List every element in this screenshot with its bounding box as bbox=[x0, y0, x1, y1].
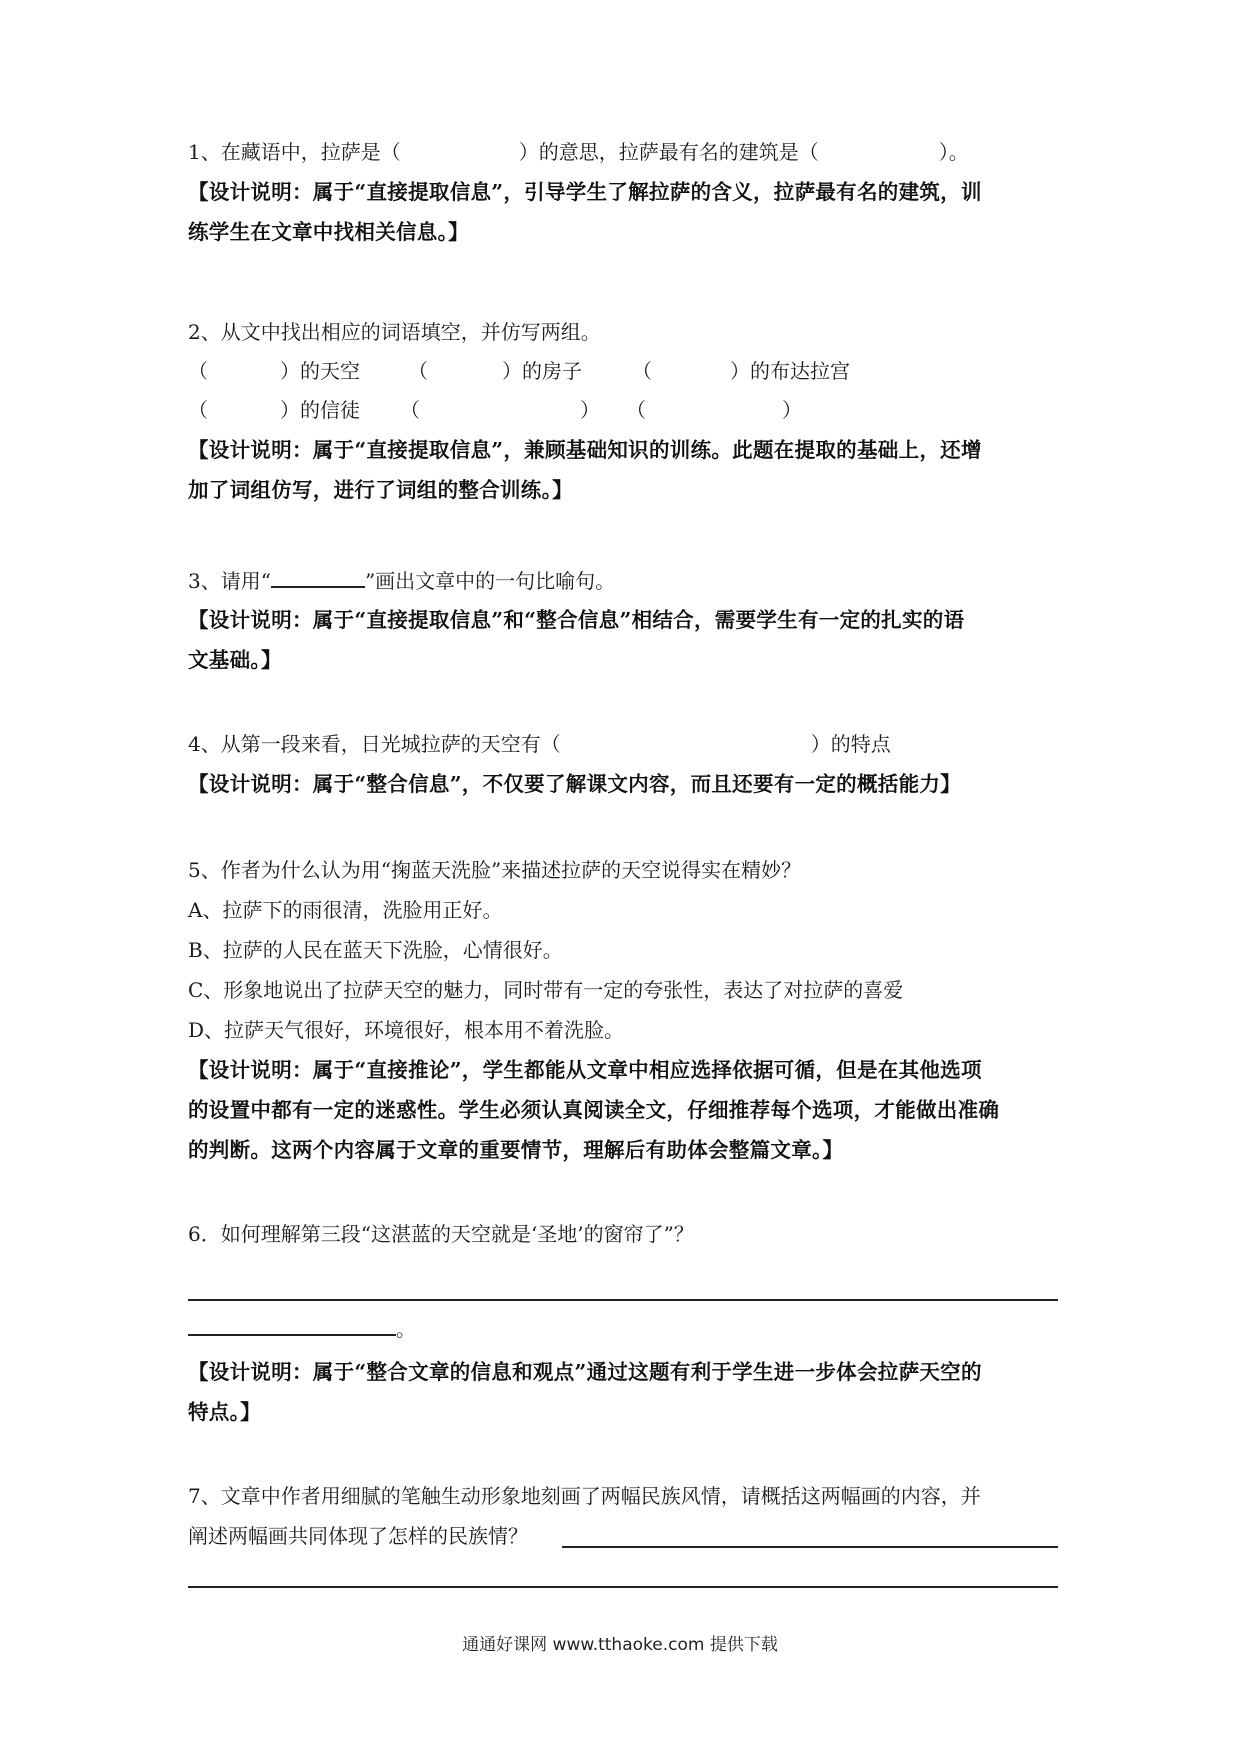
q5-design-note-line-1: 【设计说明：属于“直接推论”，学生都能从文章中相应选择依据可循，但是在其他选项 bbox=[188, 1058, 982, 1082]
q6-design-note-line-2: 特点。】 bbox=[188, 1400, 261, 1424]
q2-r2-close-3: ） bbox=[782, 398, 802, 422]
question-3 bbox=[188, 566, 615, 595]
question-7-prompt-line-1: 7、文章中作者用细腻的笔触生动形象地刻画了两幅民族风情，请概括这两幅画的内容，并 bbox=[188, 1484, 981, 1508]
q6-design-note-line-1: 【设计说明：属于“整合文章的信息和观点”通过这题有利于学生进一步体会拉萨天空的 bbox=[188, 1360, 982, 1384]
q1-design-note-line-1: 【设计说明：属于“直接提取信息”，引导学生了解拉萨的含义，拉萨最有名的建筑，训 bbox=[188, 180, 982, 204]
q6-answer-line-2[interactable] bbox=[188, 1314, 396, 1336]
q2-design-note-line-2: 加了词组仿写，进行了词组的整合训练。】 bbox=[188, 478, 573, 502]
q6-answer-line-1[interactable] bbox=[188, 1299, 1058, 1301]
question-5-prompt: 5、作者为什么认为用“掬蓝天洗脸”来描述拉萨的天空说得实在精妙？ bbox=[188, 858, 802, 882]
q3-text-b: ”画出文章中的一句比喻句。 bbox=[364, 569, 616, 593]
q1-design-note-line-2: 练学生在文章中找相关信息。】 bbox=[188, 220, 469, 244]
q5-option-b[interactable]: B、拉萨的人民在蓝天下洗脸，心情很好。 bbox=[188, 938, 563, 962]
q2-r1-text-2: ）的房子 bbox=[502, 359, 582, 383]
q2-r1-text-1: ）的天空 bbox=[280, 359, 360, 383]
q6-answer-line-2-wrap bbox=[188, 1314, 416, 1343]
footer-download-credit: 通通好课网 www.tthaoke.com 提供下载 bbox=[462, 1635, 778, 1655]
q5-design-note-line-3: 的判断。这两个内容属于文章的重要情节，理解后有助体会整篇文章。】 bbox=[188, 1138, 844, 1162]
q2-r1-text-3: ）的布达拉宫 bbox=[730, 359, 850, 383]
q4-design-note-line-1: 【设计说明：属于“整合信息”，不仅要了解课文内容，而且还要有一定的概括能力】 bbox=[188, 772, 961, 796]
q2-r2-text-1: ）的信徒 bbox=[280, 398, 360, 422]
q2-row-2 bbox=[188, 396, 802, 424]
q3-design-note-line-2: 文基础。】 bbox=[188, 648, 282, 672]
q2-r1-open-3: （ bbox=[632, 359, 652, 383]
q4-text-a: 4、从第一段来看，日光城拉萨的天空有（ bbox=[188, 732, 561, 756]
question-6-prompt: 6．如何理解第三段“这湛蓝的天空就是‘圣地’的窗帘了”？ bbox=[188, 1222, 694, 1246]
q4-text-b: ）的特点 bbox=[810, 732, 891, 756]
q2-design-note-line-1: 【设计说明：属于“直接提取信息”，兼顾基础知识的训练。此题在提取的基础上，还增 bbox=[188, 438, 982, 462]
q3-design-note-line-1: 【设计说明：属于“直接提取信息”和“整合信息”相结合，需要学生有一定的扎实的语 bbox=[188, 608, 965, 632]
q2-r1-open-2: （ bbox=[408, 359, 428, 383]
q5-design-note-line-2: 的设置中都有一定的迷惑性。学生必须认真阅读全文，仔细推荐每个选项，才能做出准确 bbox=[188, 1098, 1000, 1122]
q2-r2-open-3: （ bbox=[626, 398, 646, 422]
question-1 bbox=[188, 138, 969, 166]
q2-r1-open-1: （ bbox=[188, 359, 208, 383]
q3-text-a: 3、请用“ bbox=[188, 569, 271, 593]
question-7-prompt-line-2 bbox=[188, 1522, 528, 1550]
q2-r2-close-2: ） bbox=[580, 398, 600, 422]
q1-text-a: 1、在藏语中，拉萨是（ bbox=[188, 140, 401, 164]
q5-option-a[interactable]: A、拉萨下的雨很清，洗脸用正好。 bbox=[188, 898, 503, 922]
q1-text-c: ）。 bbox=[938, 140, 969, 164]
question-2-prompt: 2、从文中找出相应的词语填空，并仿写两组。 bbox=[188, 320, 601, 344]
q2-r2-open-2: （ bbox=[400, 398, 420, 422]
q7-answer-line-2[interactable] bbox=[188, 1586, 1058, 1588]
q2-row-1 bbox=[188, 357, 850, 385]
question-4 bbox=[188, 730, 891, 758]
q3-underline-sample bbox=[271, 566, 365, 588]
q5-option-c[interactable]: C、形象地说出了拉萨天空的魅力，同时带有一定的夸张性，表达了对拉萨的喜爱 bbox=[188, 978, 904, 1002]
q2-r2-open-1: （ bbox=[188, 398, 208, 422]
q7-prompt-text: 阐述两幅画共同体现了怎样的民族情？ bbox=[188, 1524, 528, 1548]
q7-answer-line-1[interactable] bbox=[562, 1546, 1058, 1548]
q6-end-mark: 。 bbox=[396, 1317, 416, 1341]
q5-option-d[interactable]: D、拉萨天气很好，环境很好，根本用不着洗脸。 bbox=[188, 1018, 625, 1042]
q1-text-b: ）的意思，拉萨最有名的建筑是（ bbox=[518, 140, 819, 164]
